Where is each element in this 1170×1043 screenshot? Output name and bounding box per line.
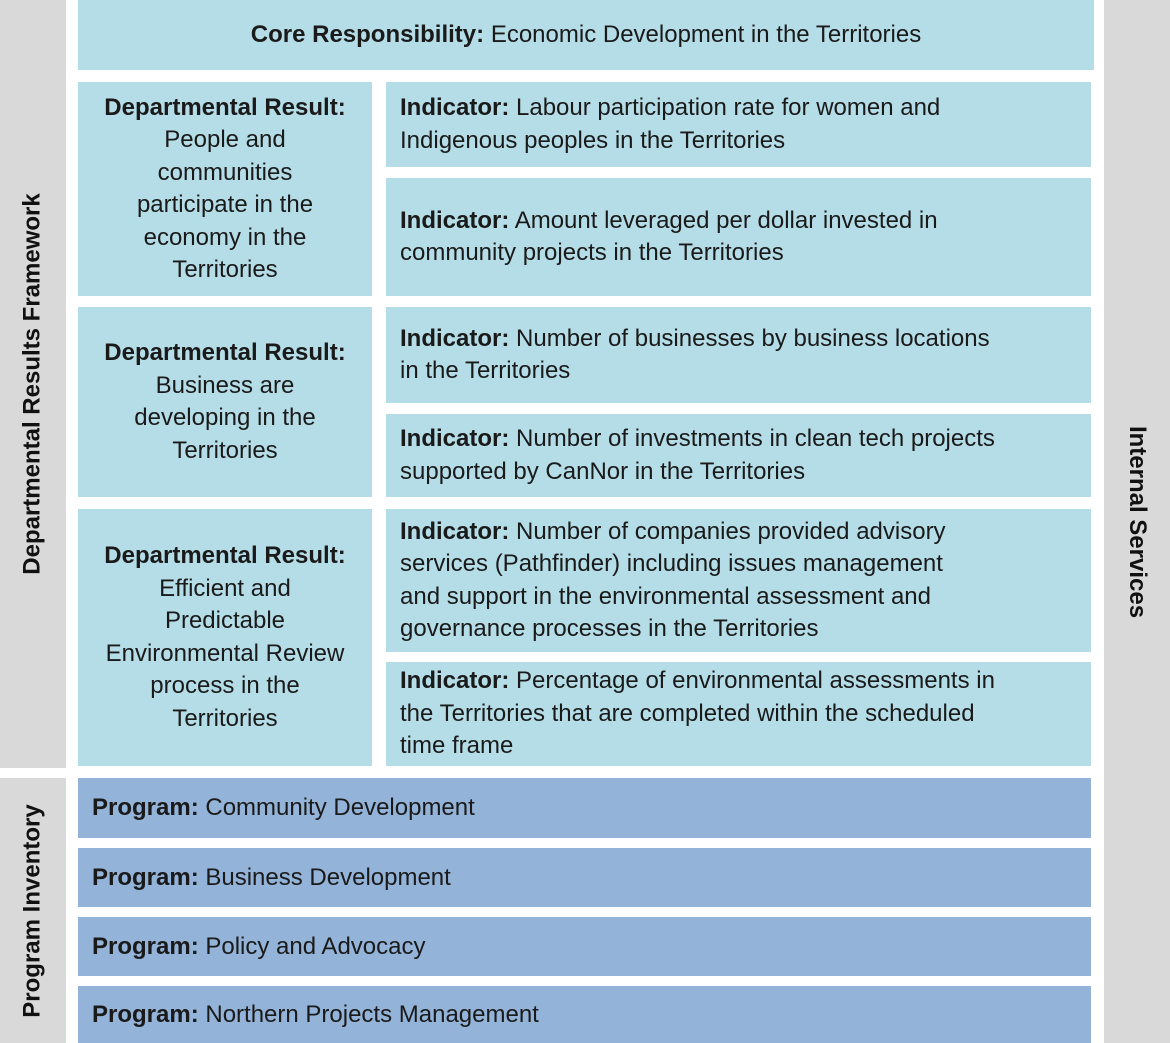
program-text: Policy and Advocacy [205,932,426,960]
departmental-result-1 [78,82,372,296]
result-line: process in the [150,672,300,699]
core-text: Economic Development in the Territories [490,21,922,48]
result-prefix: Departmental Result: [104,93,346,121]
indicator-line: Number of companies provided advisory [516,517,946,545]
result-line: Territories [172,704,278,732]
indicator-line: Number of investments in clean tech projects [516,425,995,452]
indicator-2-2 [386,414,1091,497]
result-line: Predictable [164,607,286,634]
indicator-prefix: Indicator: [400,517,510,545]
indicator-1-2 [386,178,1091,296]
indicator-line: services (Pathfinder) including issues management [400,550,943,577]
result-line: Territories [172,436,278,464]
result-line: People and [164,126,286,153]
program-business-development [78,848,1091,907]
program-policy-advocacy [78,917,1091,976]
indicator-line: Percentage of environmental assessments in [516,667,995,695]
program-prefix: Program: [92,1000,199,1028]
result-line: Efficient and [159,574,291,602]
result-line: economy in the [143,223,307,251]
indicator-prefix: Indicator: [400,425,510,452]
indicator-line: time frame [400,732,514,760]
core-prefix: Core Responsibility: [250,21,485,48]
program-prefix: Program: [92,794,199,821]
indicator-prefix: Indicator: [400,667,510,695]
result-line: Territories [172,256,278,283]
result-line: communities [157,158,293,186]
internal-services-panel [1104,0,1170,1043]
indicator-prefix: Indicator: [400,324,510,352]
core-responsibility-box [78,0,1094,70]
internal-services-label: Internal Services [1124,425,1152,618]
departmental-result-2 [78,307,372,497]
indicator-3-2 [386,662,1091,766]
indicator-2-1 [386,307,1091,403]
result-line: participate in the [136,191,314,218]
departmental-result-3 [78,509,372,766]
indicator-line: governance processes in the Territories [400,615,819,642]
indicator-3-1 [386,509,1091,652]
indicator-prefix: Indicator: [400,94,510,121]
framework-side-panel [0,0,66,768]
indicator-prefix: Indicator: [400,206,510,234]
program-text: Community Development [205,794,475,821]
result-prefix: Departmental Result: [104,542,346,569]
indicator-line: supported by CanNor in the Territories [400,457,806,485]
result-line: Environmental Review [105,639,345,667]
indicator-line: community projects in the Territories [400,239,784,266]
indicator-line: in the Territories [400,357,571,384]
indicator-line: Number of businesses by business locations [516,324,990,352]
program-text: Northern Projects Management [205,1000,539,1028]
framework-label: Departmental Results Framework [19,193,46,575]
program-community-development [78,778,1091,838]
program-northern-projects-management [78,986,1091,1043]
program-prefix: Program: [92,863,199,891]
inventory-label: Program Inventory [19,803,47,1018]
indicator-line: Indigenous peoples in the Territories [400,126,786,154]
indicator-1-1 [386,82,1091,167]
result-prefix: Departmental Result: [104,339,346,366]
program-text: Business Development [205,863,451,891]
indicator-line: Amount leveraged per dollar invested in [514,206,938,234]
program-prefix: Program: [92,932,199,960]
result-line: Business are [155,371,295,399]
result-line: developing in the [134,404,316,431]
indicator-line: the Territories that are completed within the scheduled [400,699,975,727]
indicator-line: Labour participation rate for women and [516,94,941,121]
inventory-side-panel [0,778,66,1043]
indicator-line: and support in the environmental assessment and [400,582,931,610]
